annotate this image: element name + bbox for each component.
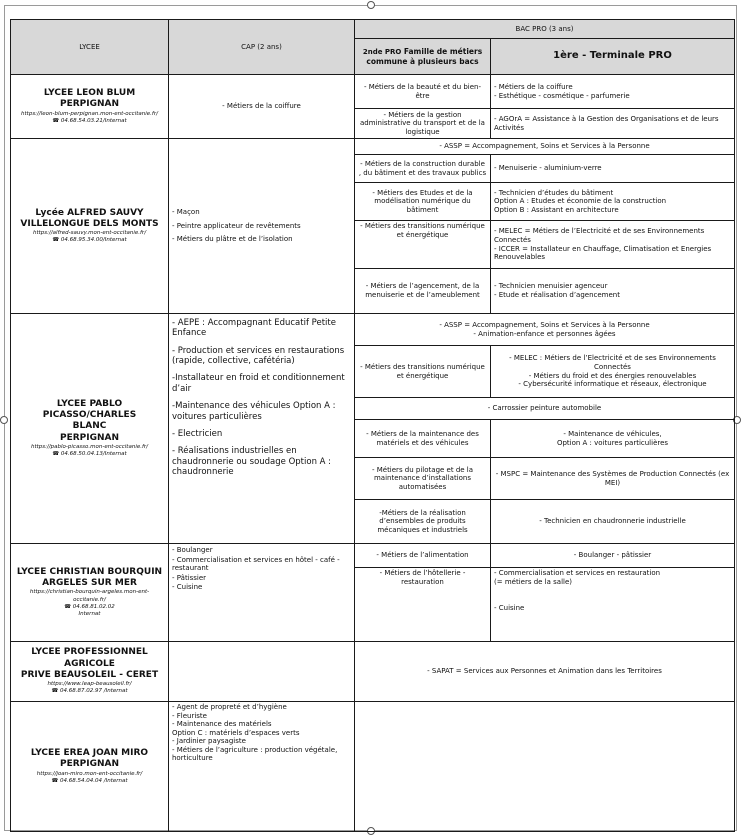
terminale-cell: - Menuiserie - aluminium-verre	[491, 155, 735, 183]
seconde-cell: - Métiers de l’hôtellerie - restauration	[355, 568, 491, 642]
lycee-name: Lycée ALFRED SAUVY	[35, 207, 144, 218]
lycee-alfred-sauvy	[11, 139, 169, 314]
formation-item: - Cybersécurité informatique et réseaux, électronique	[518, 380, 707, 389]
seconde-cell: - Métiers des transitions numérique et énergétique	[355, 346, 491, 398]
seconde-cell: - Métiers de l’agencement, de la menuiserie et de l’ameublement	[355, 269, 491, 314]
formation-item: - AEPE : Accompagnant Educatif Petite Enfance	[172, 318, 336, 339]
bacpro-wide-cell: - ASSP = Accompagnement, Soins et Services à la Personne	[355, 139, 735, 155]
formation-item: - Jardinier paysagiste	[172, 737, 246, 746]
formation-item: - Maintenance des matériels	[172, 720, 272, 729]
formation-item: - MELEC = Métiers de l’Electricité et de ses Environnements Connectés	[494, 227, 705, 244]
formation-item: - Production et services en restaurations (rapide, collective, cafétéria)	[172, 345, 345, 367]
formation-item: (= métiers de la salle)	[494, 577, 572, 586]
formations-table	[10, 19, 735, 832]
terminale-cell	[491, 420, 735, 458]
lycee-city: PERPIGNAN	[59, 99, 120, 110]
lycee-name: LYCEE EREA JOAN MIRO	[30, 748, 149, 759]
lycee-url[interactable]: https://www.leap-beausoleil.fr/	[47, 681, 132, 688]
formation-option: Option A : Etudes et économie de la construction	[494, 197, 667, 206]
formation-item: - Métiers de la coiffure	[494, 82, 573, 91]
cap-cell: - Métiers de la coiffure	[169, 75, 355, 139]
seconde-cell: - Métiers de l’alimentation	[355, 544, 491, 568]
lycee-url[interactable]: https://christian-bourquin-argeles.mon-ent-occitanie.fr/	[29, 589, 150, 603]
formation-item: - Cuisine	[172, 583, 203, 592]
cap-cell	[169, 139, 355, 314]
document-sheet	[4, 5, 737, 831]
formation-item: - Maintenance de véhicules,	[563, 429, 662, 438]
seconde-cell: - Métiers du pilotage et de la maintenance d’installations automatisées	[355, 458, 491, 500]
formation-item: - Animation-enfance et personnes âgées	[473, 329, 616, 338]
header-lycee: LYCEE	[11, 20, 169, 75]
formation-item: - Métiers du froid et des énergies renouvelables	[528, 371, 697, 380]
terminale-cell: - AGOrA = Assistance à la Gestion des Organisations et de leurs Activités	[491, 109, 735, 139]
lycee-phone: ☎ 04.68.95.34.00/Internat	[52, 237, 127, 244]
lycee-phone: ☎ 04.68.50.04.13/Internat	[52, 451, 127, 457]
header-seconde	[355, 39, 491, 75]
lycee-url[interactable]: https://leon-blum-perpignan.mon-ent-occitanie.fr/	[21, 110, 158, 117]
formation-item: - Electricien	[172, 428, 223, 439]
terminale-cell: - Technicien en chaudronnerie industrielle	[491, 500, 735, 544]
lycee-phone: ☎ 04.68.81.02.02	[64, 603, 115, 610]
seconde-cell: - Métiers de la maintenance des matériels et des véhicules	[355, 420, 491, 458]
formation-item: -Maintenance des véhicules Option A : voitures particulières	[172, 401, 336, 422]
lycee-url[interactable]: https://pablo-picasso.mon-ent-occitanie.fr/	[30, 443, 149, 450]
lycee-city: ARGELES SUR MER	[42, 578, 137, 589]
formation-item: - Agent de propreté et d’hygiène	[172, 703, 287, 711]
seconde-cell: - Métiers des Etudes et de la modélisation numérique du bâtiment	[355, 183, 491, 221]
formation-item: - Peintre applicateur de revêtements	[172, 221, 301, 230]
formation-item: - MELEC : Métiers de l’Electricité et de ses Environnements Connectés	[509, 354, 716, 371]
lycee-city: PRIVE BEAUSOLEIL - CERET	[20, 669, 159, 680]
formation-item: - ASSP = Accompagnement, Soins et Services à la Personne	[439, 320, 650, 329]
formation-item: - Pâtissier	[172, 573, 207, 582]
resize-handle-top[interactable]	[367, 1, 375, 9]
bacpro-wide-cell: - SAPAT = Services aux Personnes et Animation dans les Territoires	[355, 642, 735, 702]
lycee-phone: ☎ 04.68.54.03.21/Internat	[52, 117, 127, 124]
formation-item: - Réalisations industrielles en chaudronnerie ou soudage Option A : chaudronnerie	[172, 446, 332, 477]
cap-cell-empty	[169, 642, 355, 702]
seconde-cell: - Métiers des transitions numérique et énergétique	[355, 221, 491, 269]
formation-item: - Technicien menuisier agenceur	[494, 282, 608, 291]
header-seconde-main: 2nde PRO	[362, 47, 402, 56]
header-premiere: 1ère - Terminale PRO	[491, 39, 735, 75]
lycee-city: PERPIGNAN	[59, 432, 120, 443]
formation-item: -Installateur en froid et conditionnement d’air	[172, 373, 345, 394]
header-seconde-desc: Famille de métiers commune à plusieurs bacs	[366, 46, 483, 66]
bacpro-wide-cell	[355, 314, 735, 346]
cap-cell	[169, 702, 355, 832]
cap-cell	[169, 314, 355, 544]
formation-item: - Commercialisation et services en restauration	[494, 569, 661, 577]
lycee-name: LYCEE PROFESSIONNEL AGRICOLE	[31, 647, 148, 669]
lycee-phone: ☎ 04.68.54.04.04 /Internat	[51, 777, 128, 784]
header-cap: CAP (2 ans)	[169, 20, 355, 75]
formation-option: Option A : voitures particulières	[556, 438, 669, 447]
terminale-cell	[491, 183, 735, 221]
formation-item: - Maçon	[172, 208, 200, 217]
bacpro-empty-cell	[355, 702, 735, 832]
seconde-cell: - Métiers de la construction durable , du bâtiment et des travaux publics	[355, 155, 491, 183]
seconde-cell: - Métiers de la gestion administrative du transport et de la logistique	[355, 109, 491, 139]
bacpro-wide-cell: - Carrossier peinture automobile	[355, 398, 735, 420]
lycee-city: VILLELONGUE DELS MONTS	[20, 218, 159, 229]
lycee-pablo-picasso	[11, 314, 169, 544]
lycee-beausoleil	[11, 642, 169, 702]
lycee-city: PERPIGNAN	[59, 759, 120, 770]
terminale-cell: - Boulanger - pâtissier	[491, 544, 735, 568]
seconde-cell: -Métiers de la réalisation d’ensembles de produits mécaniques et industriels	[355, 500, 491, 544]
formation-item: - Technicien d’études du bâtiment	[494, 188, 614, 197]
cap-cell	[169, 544, 355, 642]
terminale-cell	[491, 221, 735, 269]
header-bacpro: BAC PRO (3 ans)	[355, 20, 735, 39]
formation-item: - Etude et réalisation d’agencement	[494, 291, 620, 299]
lycee-name: LYCEE LEON BLUM	[43, 88, 136, 99]
lycee-phone: ☎ 04.68.87.02.97 /Internat	[51, 688, 128, 695]
lycee-internat: Internat	[78, 610, 101, 617]
formation-item: - Boulanger	[172, 546, 213, 554]
formation-option: Option C : matériels d’espaces verts	[172, 728, 300, 737]
formation-item: - Métiers de l’agriculture : production végétale, horticulture	[172, 745, 338, 763]
lycee-url[interactable]: https://joan-miro.mon-ent-occitanie.fr/	[36, 770, 143, 777]
lycee-leon-blum	[11, 75, 169, 139]
lycee-christian-bourquin	[11, 544, 169, 642]
formation-item: - Commercialisation et services en hôtel - café - restaurant	[172, 555, 340, 573]
lycee-name: LYCEE PABLO PICASSO/CHARLES	[42, 398, 137, 421]
terminale-cell	[491, 75, 735, 109]
terminale-cell: - MSPC = Maintenance des Systèmes de Production Connectés (ex MEI)	[491, 458, 735, 500]
terminale-cell	[491, 568, 735, 642]
formation-item: - Fleuriste	[172, 711, 207, 720]
lycee-name-cont: BLANC	[72, 421, 107, 432]
terminale-cell	[491, 269, 735, 314]
formation-option: Option B : Assistant en architecture	[494, 205, 619, 214]
formation-item: - Métiers du plâtre et de l’isolation	[172, 235, 293, 244]
terminale-cell	[491, 346, 735, 398]
seconde-cell: - Métiers de la beauté et du bien-être	[355, 75, 491, 109]
formation-item: - Esthétique - cosmétique - parfumerie	[494, 91, 630, 100]
formation-item: - ICCER = Installateur en Chauffage, Climatisation et Energies Renouvelables	[494, 244, 712, 262]
resize-handle-left[interactable]	[0, 416, 8, 424]
lycee-joan-miro	[11, 702, 169, 832]
lycee-name: LYCEE CHRISTIAN BOURQUIN	[16, 566, 163, 577]
lycee-url[interactable]: https://alfred-sauvy.mon-ent-occitanie.fr/	[32, 230, 147, 237]
formation-item: - Cuisine	[494, 604, 525, 613]
